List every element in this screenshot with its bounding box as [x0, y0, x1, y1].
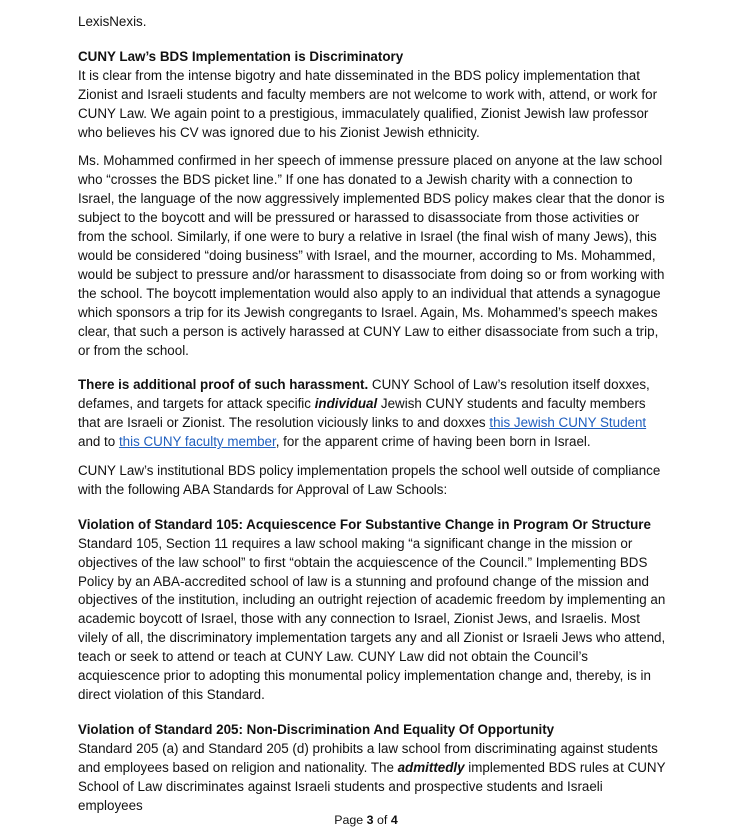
paragraph-standard-205	[78, 740, 668, 816]
page-word: Page	[334, 813, 364, 827]
harassment-text-2: Jewish CUNY students and faculty members that are Israeli or Zionist. The resolution viciously links to and doxxes	[78, 396, 646, 431]
heading-standard-105: Violation of Standard 105: Acquiescence For Substantive Change in Program Or Structure	[78, 516, 651, 532]
link-cuny-faculty-member[interactable]: this CUNY faculty member	[118, 434, 276, 450]
continuation-line: LexisNexis.	[78, 14, 147, 29]
paragraph-mohammed-speech: Ms. Mohammed confirmed in her speech of immense pressure placed on anyone at the law school who “crosses the BDS picket line.” If one has donated to a Jewish charity with a connection to Israel, the language of the now aggressively implemented BDS policy makes clear that the donor is subject to the boycott and will be pressured or harassed to disassociate from those activities or from the school. Similarly, if one were to bury a relative in Israel (the final wish of many Jews), this would be considered “doing business” with Israel, and the mourner, according to Ms. Mohammed, would be subject to pressure and/or harassment to disassociate from doing so or from working with the school. The boycott implementation would also apply to an individual that attends a synagogue which sponsors a trip for its Jewish congregants to Israel. Again, Ms. Mohammed’s speech makes clear, that such a person is actively harassed at CUNY Law to either disassociate from such a trip, or from the school.	[78, 153, 665, 358]
total-pages-number: 4	[390, 813, 398, 827]
paragraph-aba-intro: CUNY Law’s institutional BDS policy implementation propels the school well outside of compliance with the following ABA Standards for Approval of Law Schools:	[78, 463, 661, 497]
standard-205-text-1: Standard 205 (a) and Standard 205 (d) prohibits a law school from discriminating against students and employees based on religion and nationality. The	[78, 740, 658, 775]
harassment-text-1: CUNY School of Law’s resolution itself doxxes, defames, and targets for attack specific	[78, 377, 650, 412]
link-jewish-cuny-student[interactable]: this Jewish CUNY Student	[489, 415, 647, 431]
section-heading-discriminatory: CUNY Law’s BDS Implementation is Discriminatory	[78, 48, 404, 64]
heading-standard-205: Violation of Standard 205: Non-Discrimination And Equality Of Opportunity	[78, 721, 555, 737]
paragraph-harassment-proof	[78, 376, 668, 452]
current-page-number: 3	[366, 813, 374, 827]
document-page	[78, 13, 668, 815]
individual-emphasis: individual	[314, 396, 378, 412]
admittedly-emphasis: admittedly	[397, 759, 465, 775]
standard-205-text-2: implemented BDS rules at CUNY School of Law discriminates against Israeli students and prospective students and Israeli employees	[78, 759, 666, 813]
paragraph-not-welcome: It is clear from the intense bigotry and hate disseminated in the BDS policy implementation that Zionist and Israeli students and faculty members are not welcome to work with, attend, or work for CUNY Law. We again point to a prestigious, immaculately qualified, Zionist Jewish law professor who believes his CV was ignored due to his Zionist Jewish ethnicity.	[78, 67, 658, 140]
harassment-lead: There is additional proof of such harassment.	[78, 377, 369, 393]
of-word: of	[377, 813, 388, 827]
harassment-text-3: and to	[78, 434, 119, 450]
harassment-text-4: , for the apparent crime of having been born in Israel.	[275, 434, 591, 450]
paragraph-standard-105: Standard 105, Section 11 requires a law school making “a significant change in the mission or objectives of the law school” to first “obtain the acquiescence of the Council.” Implementing BDS Policy by an ABA-accredited school of law is a stunning and profound change of the mission and objectives of the institution, including an outright rejection of academic freedom by implementing an academic boycott of Israel, those with any connection to Israel, Zionist Jews, and Israelis. Most vilely of all, the discriminatory implementation targets any and all Zionist or Israeli Jews who attend, teach or seek to attend or teach at CUNY Law. CUNY Law did not obtain the Council’s acquiescence prior to adopting this monumental policy implementation change and, thereby, is in direct violation of this Standard.	[78, 535, 666, 702]
page-footer	[0, 812, 732, 828]
